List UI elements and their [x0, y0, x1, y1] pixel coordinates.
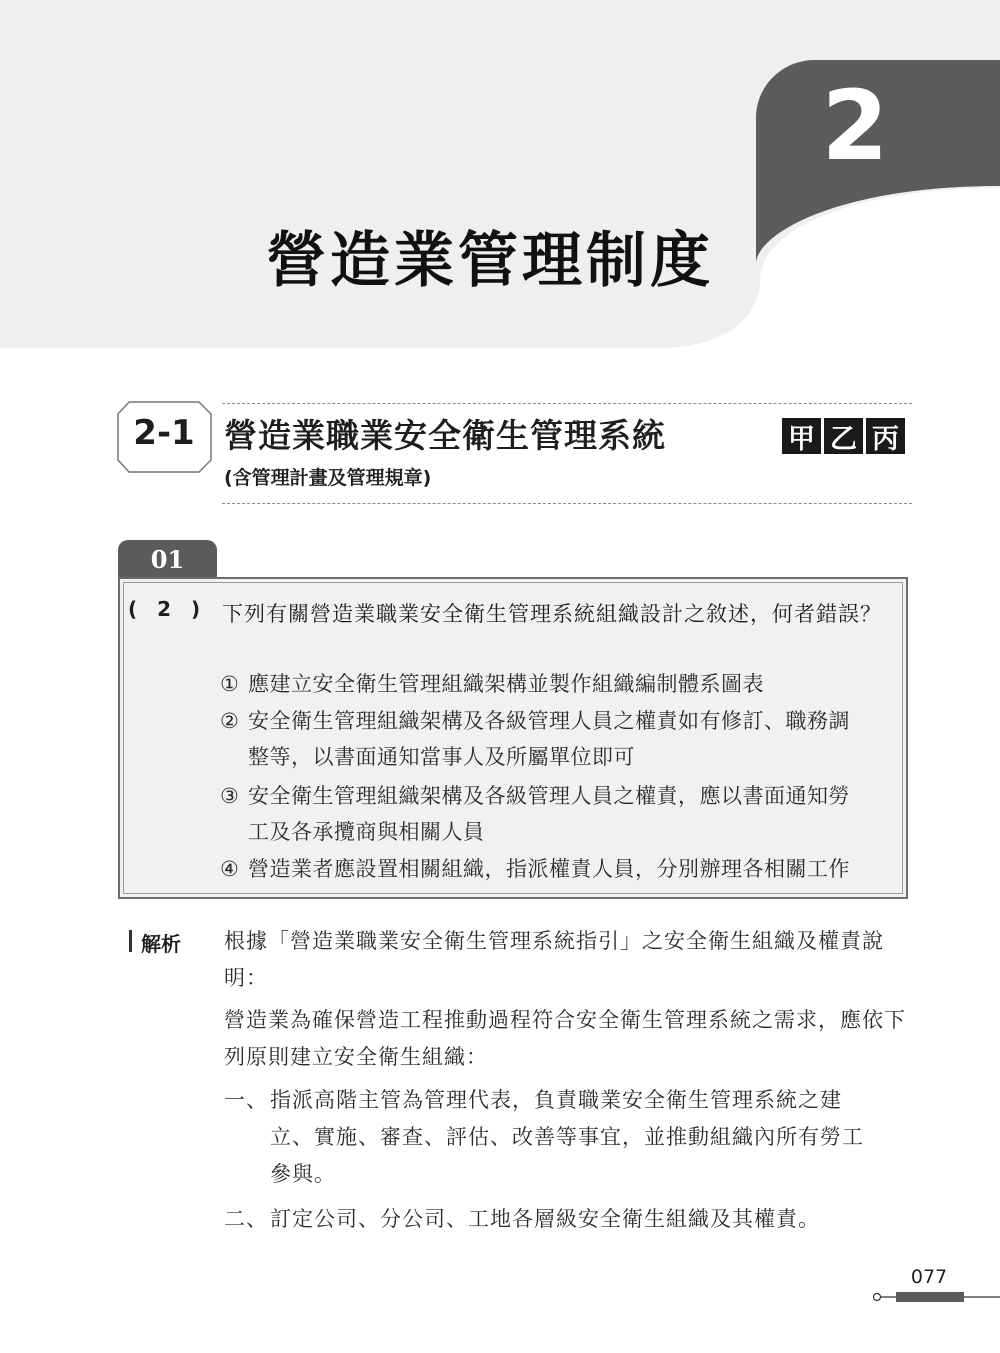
option-text: 安全衛生管理組織架構及各級管理人員之權責如有修訂、職務調 [248, 709, 850, 733]
option-3 [220, 778, 904, 850]
option-mark: ② [220, 709, 240, 733]
analysis-list-item-2 [224, 1201, 914, 1238]
question-answer: ( 2 ) [128, 597, 201, 621]
section-number: 2-1 [133, 413, 195, 453]
option-text: 安全衛生管理組織架構及各級管理人員之權責，應以書面通知勞 [248, 784, 850, 808]
analysis-label: 解析 [141, 932, 181, 956]
option-2 [220, 703, 904, 775]
analysis-paragraph-1: 根據「營造業職業安全衛生管理系統指引」之安全衛生組織及權責說明： [224, 929, 884, 990]
level-tag-bing: 丙 [866, 418, 905, 454]
list-item-prefix: 二、 [224, 1207, 268, 1231]
list-item-prefix: 一、 [224, 1088, 268, 1112]
option-mark: ④ [220, 857, 240, 881]
analysis-marker-bar [129, 930, 132, 952]
option-4 [220, 851, 904, 887]
level-tag-jia: 甲 [782, 418, 821, 454]
section-title: 營造業職業安全衛生管理系統 [224, 416, 666, 455]
analysis-list-item-1 [224, 1082, 914, 1193]
option-mark: ③ [220, 784, 240, 808]
chapter-number: 2 [821, 70, 889, 182]
page-number: 077 [910, 1266, 948, 1288]
option-mark: ① [220, 672, 240, 696]
analysis-paragraph-2: 營造業為確保營造工程推動過程符合安全衛生管理系統之需求，應依下列原則建立安全衛生組織： [224, 1008, 906, 1069]
list-item-text: 指派高階主管為管理代表，負責職業安全衛生管理系統之建 [270, 1088, 842, 1112]
question-index-tab: 01 [118, 540, 217, 578]
list-item-text-continued: 立、實施、審查、評估、改善等事宜，並推動組織內所有勞工 [270, 1125, 864, 1149]
question-stem: 下列有關營造業職業安全衛生管理系統組織設計之敘述，何者錯誤？ [222, 602, 882, 626]
option-text-continued: 整等，以書面通知當事人及所屬單位即可 [248, 745, 635, 769]
list-item-text: 訂定公司、分公司、工地各層級安全衛生組織及其權責。 [270, 1207, 820, 1231]
option-text: 應建立安全衛生管理組織架構並製作組織編制體系圖表 [248, 672, 764, 696]
option-text: 營造業者應設置相關組織，指派權責人員，分別辦理各相關工作 [248, 857, 850, 881]
exam-level-tags [782, 418, 908, 454]
section-bottom-divider [222, 503, 912, 504]
level-tag-yi: 乙 [824, 418, 863, 454]
option-text-continued: 工及各承攬商與相關人員 [248, 820, 485, 844]
list-item-text-continued: 參與。 [270, 1162, 336, 1186]
section-subtitle: (含管理計畫及管理規章) [224, 467, 432, 489]
section-top-divider [222, 403, 912, 404]
chapter-title: 營造業管理制度 [266, 226, 714, 296]
option-1 [220, 666, 904, 702]
page-number-decoration [870, 1288, 1000, 1308]
